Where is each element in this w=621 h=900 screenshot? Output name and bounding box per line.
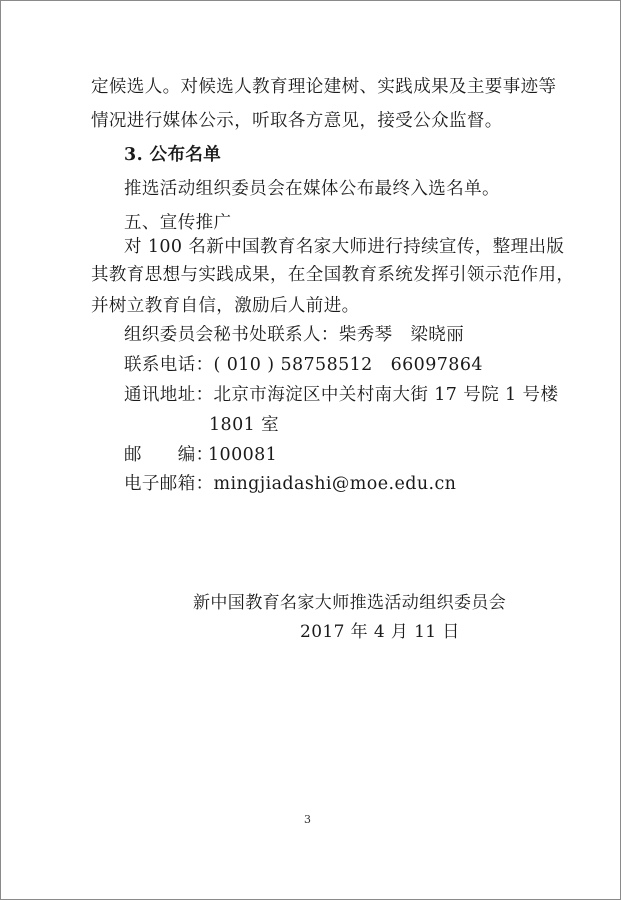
page-number: 3 (304, 813, 311, 826)
body-line-1: 定候选人。对候选人教育理论建树、实践成果及主要事迹等 (91, 77, 557, 97)
contact-persons-row (124, 323, 464, 347)
section-5-line-3: 并树立教育自信，激励后人前进。 (91, 296, 360, 316)
contact-postcode-value: 100081 (208, 445, 278, 465)
contact-persons-value: 柴秀琴 梁晓丽 (338, 325, 465, 345)
contact-address-row (124, 383, 558, 407)
section-3-text: 推选活动组织委员会在媒体公布最终入选名单。 (124, 179, 500, 199)
contact-postcode-row (124, 443, 277, 467)
contact-email-value: mingjiadashi@moe.edu.cn (213, 474, 457, 494)
contact-phone-value: ( 010 ) 58758512 66097864 (213, 355, 483, 375)
contact-address-label: 通讯地址： (124, 385, 214, 405)
contact-address-line-1: 北京市海淀区中关村南大街 17 号院 1 号楼 (213, 385, 559, 405)
body-line-2: 情况进行媒体公示，听取各方意见，接受公众监督。 (91, 111, 503, 131)
contact-persons-label: 组织委员会秘书处联系人： (124, 325, 339, 345)
contact-email-label: 电子邮箱： (124, 474, 214, 494)
signature-date: 2017 年 4 月 11 日 (300, 622, 460, 642)
section-3-heading: 3. 公布名单 (124, 145, 222, 165)
section-5-heading: 五、宣传推广 (124, 213, 232, 233)
section-5-line-1: 对 100 名新中国教育名家大师进行持续宣传，整理出版 (124, 237, 565, 257)
contact-phone-row (124, 353, 483, 377)
signature-organization: 新中国教育名家大师推选活动组织委员会 (193, 593, 507, 613)
section-5-line-2: 其教育思想与实践成果，在全国教育系统发挥引领示范作用， (91, 265, 575, 285)
contact-postcode-label: 邮 编： (124, 445, 214, 465)
contact-email-row (124, 472, 456, 496)
contact-address-line-2: 1801 室 (209, 415, 279, 435)
contact-phone-label: 联系电话： (124, 355, 214, 375)
